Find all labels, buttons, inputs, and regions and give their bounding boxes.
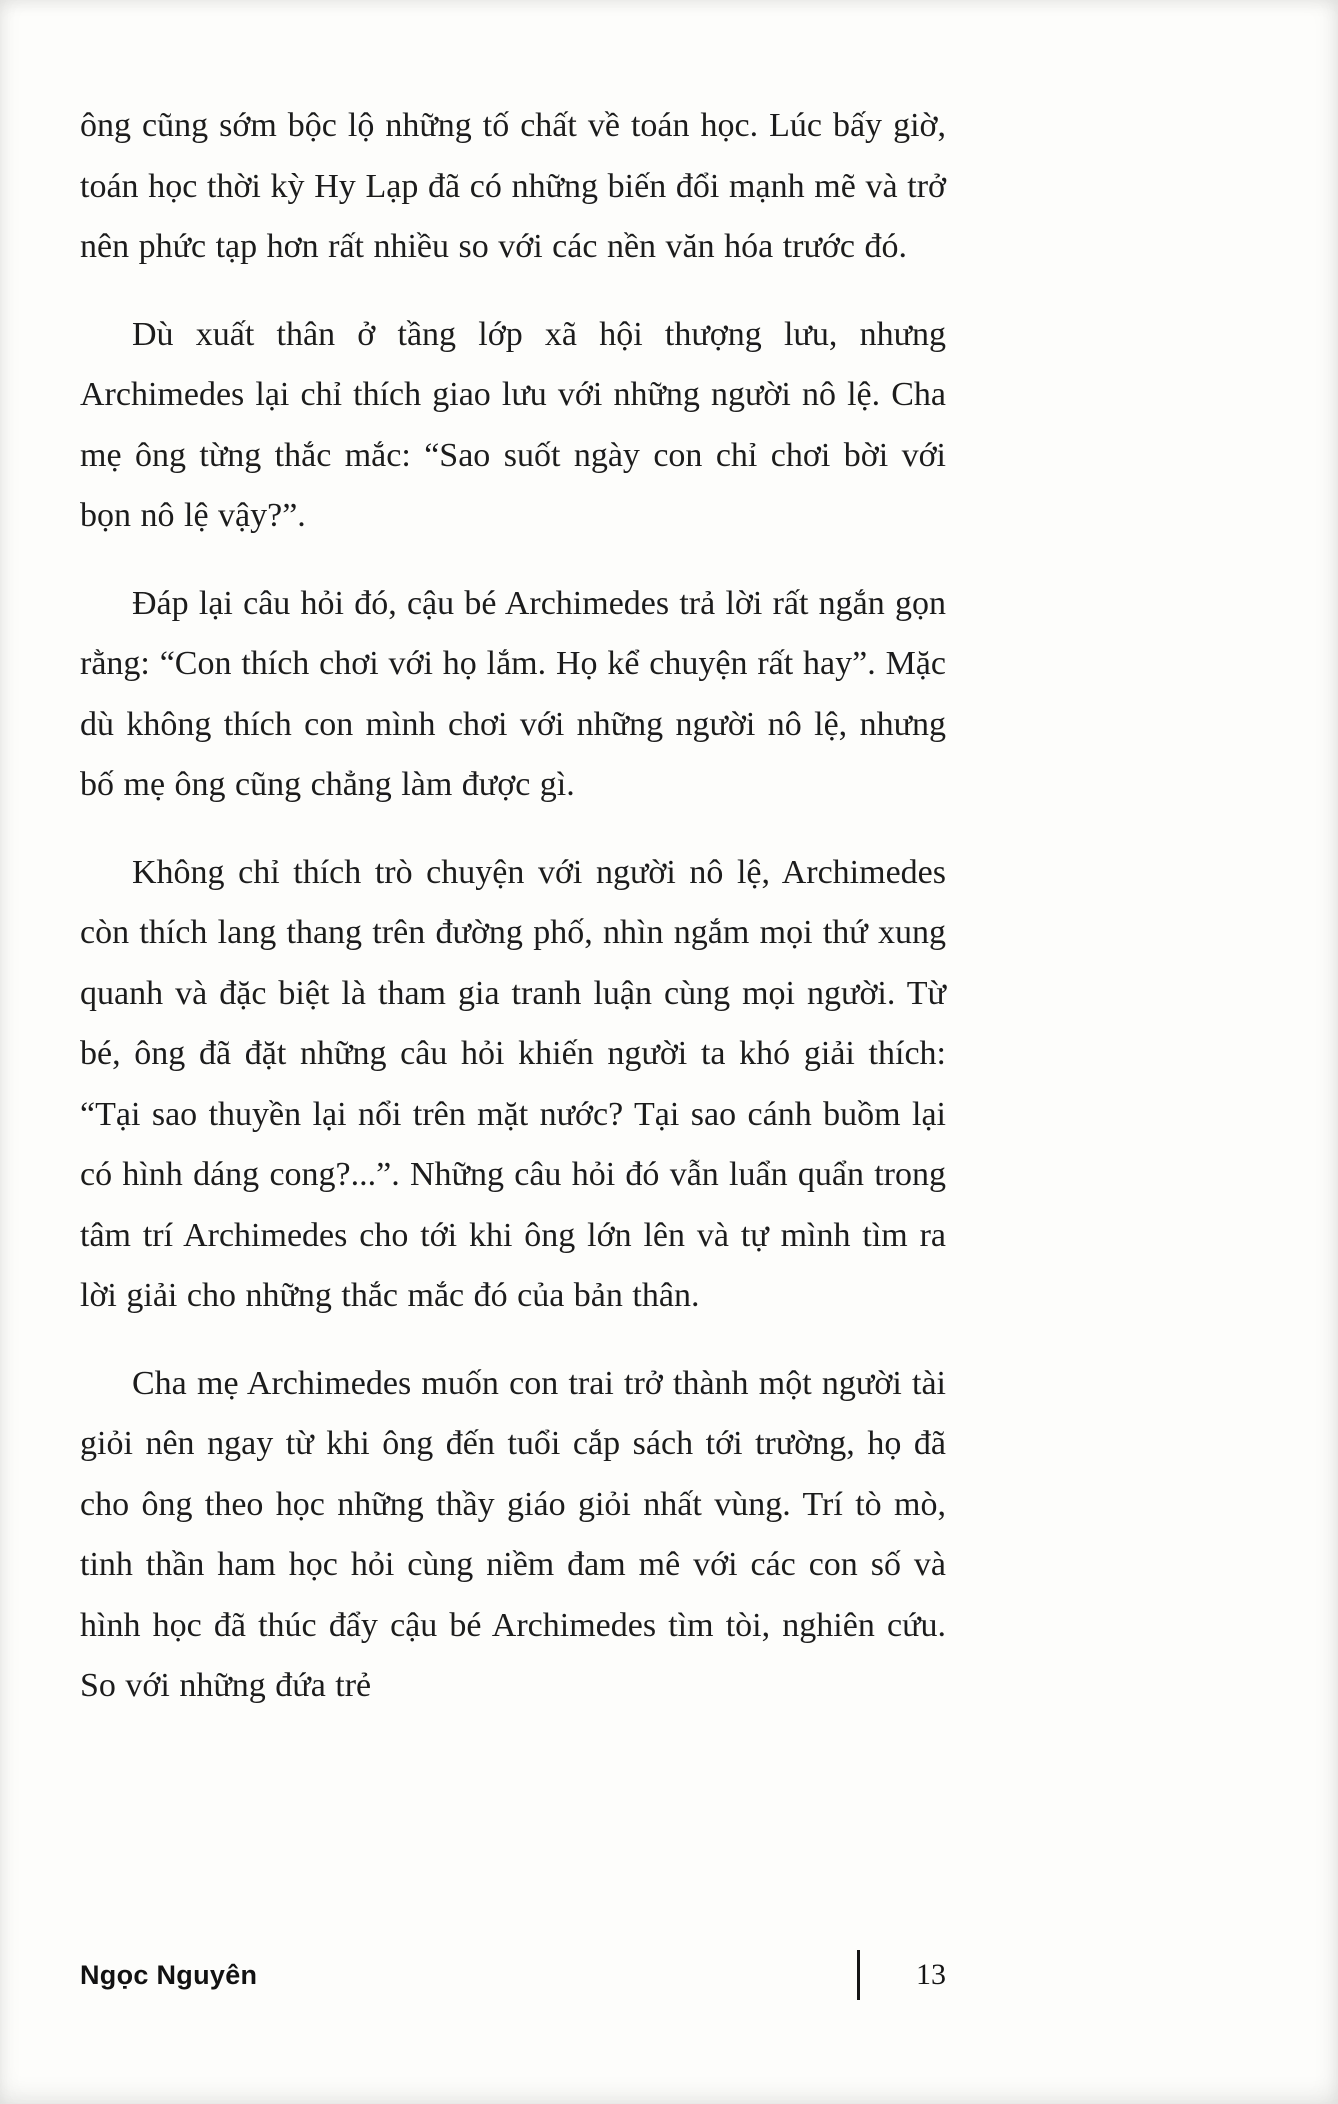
running-footer-author: Ngọc Nguyên [80, 1959, 258, 1990]
page-body-text [80, 96, 946, 1744]
page-footer [80, 1950, 946, 2000]
paragraph: Không chỉ thích trò chuyện với người nô lệ, Archimedes còn thích lang thang trên đường phố, nhìn ngắm mọi thứ xung quanh và đặc biệt là tham gia tranh luận cùng mọi người. Từ bé, ông đã đặt những câu hỏi khiến người ta khó giải thích: “Tại sao thuyền lại nổi trên mặt nước? Tại sao cánh buồm lại có hình dáng cong?...”. Những câu hỏi đó vẫn luẩn quẩn trong tâm trí Archimedes cho tới khi ông lớn lên và tự mình tìm ra lời giải cho những thắc mắc đó của bản thân. [80, 853, 946, 1315]
paragraph: Đáp lại câu hỏi đó, cậu bé Archimedes trả lời rất ngắn gọn rằng: “Con thích chơi với họ lắm. Họ kể chuyện rất hay”. Mặc dù không thích con mình chơi với những người nô lệ, nhưng bố mẹ ông cũng chẳng làm được gì. [80, 584, 946, 804]
paragraph: Cha mẹ Archimedes muốn con trai trở thành một người tài giỏi nên ngay từ khi ông đến tuổi cắp sách tới trường, họ đã cho ông theo học những thầy giáo giỏi nhất vùng. Trí tò mò, tinh thần ham học hỏi cùng niềm đam mê với các con số và hình học đã thúc đẩy cậu bé Archimedes tìm tòi, nghiên cứu. So với những đứa trẻ [80, 1364, 946, 1705]
page-number-group [857, 1950, 946, 2000]
paragraph: Dù xuất thân ở tầng lớp xã hội thượng lưu, nhưng Archimedes lại chỉ thích giao lưu với những người nô lệ. Cha mẹ ông từng thắc mắc: “Sao suốt ngày con chỉ chơi bời với bọn nô lệ vậy?”. [80, 315, 946, 535]
page-number: 13 [916, 1958, 946, 1991]
page-number-divider [857, 1950, 860, 2000]
paragraph-continuation: ông cũng sớm bộc lộ những tố chất về toán học. Lúc bấy giờ, toán học thời kỳ Hy Lạp đã có những biến đổi mạnh mẽ và trở nên phức tạp hơn rất nhiều so với các nền văn hóa trước đó. [80, 107, 946, 266]
